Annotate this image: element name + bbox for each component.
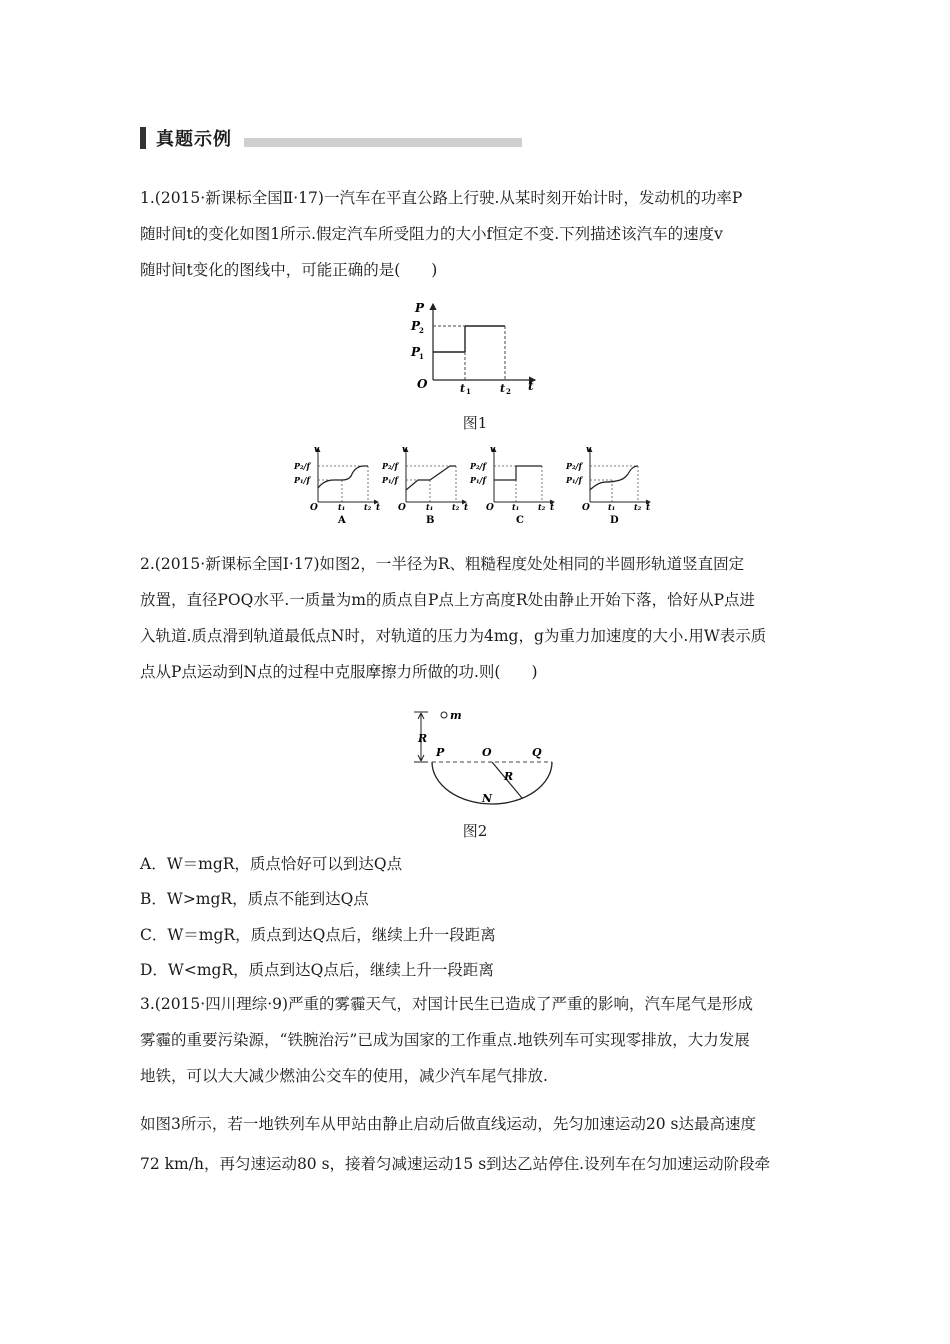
section-title: 真题示例 <box>156 129 232 150</box>
q2-option-d: D．W<mgR，质点到达Q点后，继续上升一段距离 <box>140 961 494 979</box>
figure-2-semicircle-track <box>410 704 560 810</box>
fig2-label-o: O <box>482 746 492 759</box>
option-graph-d <box>565 445 651 526</box>
q1-line: 随时间t变化的图线中，可能正确的是( ) <box>140 261 438 279</box>
graph-a-letter: A <box>338 515 346 526</box>
q2-option-c: C．W＝mgR，质点到达Q点后，继续上升一段距离 <box>140 926 496 944</box>
q2-option-b: B．W>mgR，质点不能到达Q点 <box>140 890 369 908</box>
graph-c-o: O <box>486 503 494 513</box>
graph-c-t2: t₂ <box>538 502 546 512</box>
figure-2-caption: 图2 <box>462 822 488 840</box>
fig1-label-p1: P <box>411 345 421 359</box>
graph-c-t: t <box>550 503 555 513</box>
graph-d-t: t <box>646 503 651 513</box>
q1-line: 随时间t的变化如图1所示.假定汽车所受阻力的大小f恒定不变.下列描述该汽车的速度v <box>140 225 723 243</box>
graph-a-t: t <box>376 503 381 513</box>
graph-d-p1f: P₁/f <box>566 475 582 485</box>
question-3-text <box>140 986 820 1094</box>
fig1-sub-2: 2 <box>419 326 424 335</box>
graph-d-t1: t₁ <box>608 502 616 512</box>
fig1-sub-1: 1 <box>419 352 424 361</box>
q1-line: 1.(2015·新课标全国Ⅱ·17)一汽车在平直公路上行驶.从某时刻开始计时，发动机的功率P <box>140 189 743 207</box>
graph-d-t2: t₂ <box>634 502 642 512</box>
q3-line: 3.(2015·四川理综·9)严重的雾霾天气，对国计民生已造成了严重的影响，汽车尾气是形成 <box>140 995 754 1013</box>
fig1-label-t2: t <box>500 382 506 395</box>
graph-b-t1: t₁ <box>426 502 434 512</box>
graph-d-letter: D <box>610 515 619 526</box>
graph-b-t2: t₂ <box>452 502 460 512</box>
fig2-label-n: N <box>482 792 493 805</box>
fig1-label-t: t <box>528 379 534 393</box>
q3-line: 72 km/h，再匀速运动80 s，接着匀减速运动15 s到达乙站停住.设列车在匀加速运动阶段牵 <box>140 1155 771 1173</box>
q3-line: 雾霾的重要污染源，“铁腕治污”已成为国家的工作重点.地铁列车可实现零排放，大力发展 <box>140 1031 750 1049</box>
q2-line: 2.(2015·新课标全国Ⅰ·17)如图2，一半径为R、粗糙程度处处相同的半圆形轨道竖直固定 <box>140 555 745 573</box>
question-2-text <box>140 546 820 690</box>
fig1-label-t1: t <box>460 382 466 395</box>
fig1-label-p2: P <box>411 319 421 333</box>
fig2-label-q: Q <box>532 746 542 759</box>
fig2-mass-point <box>441 712 447 718</box>
graph-b-o: O <box>398 503 406 513</box>
graph-b-p1f: P₁/f <box>382 475 398 485</box>
fig1-label-o: O <box>417 377 428 391</box>
graph-b-p2f: P₂/f <box>382 461 398 471</box>
graph-a-p2f: P₂/f <box>294 461 310 471</box>
q3-line: 如图3所示，若一地铁列车从甲站由静止启动后做直线运动，先匀加速运动20 s达最高速度 <box>140 1115 756 1133</box>
fig2-label-m: m <box>450 709 462 722</box>
option-graph-c <box>469 445 555 526</box>
graph-b-v: v <box>402 445 408 455</box>
graph-c-p1f: P₁/f <box>470 475 486 485</box>
graph-b-letter: B <box>426 515 435 526</box>
heading-bar <box>140 127 146 149</box>
graph-a-t2: t₂ <box>364 502 372 512</box>
section-heading <box>140 126 522 150</box>
graph-c-letter: C <box>516 515 524 526</box>
q2-line: 入轨道.质点滑到轨道最低点N时，对轨道的压力为4mg，g为重力加速度的大小.用W表示质 <box>140 627 767 645</box>
q3-line: 地铁，可以大大减少燃油公交车的使用，减少汽车尾气排放. <box>140 1067 548 1085</box>
graph-d-p2f: P₂/f <box>566 461 582 471</box>
graph-a-p1f: P₁/f <box>294 475 310 485</box>
graph-b-t: t <box>464 503 469 513</box>
q2-line: 点从P点运动到N点的过程中克服摩擦力所做的功.则( ) <box>140 663 538 681</box>
fig1-sub-t1: 1 <box>466 387 471 396</box>
graph-d-v: v <box>586 445 592 455</box>
graph-a-v: v <box>314 445 320 455</box>
graph-c-v: v <box>490 445 496 455</box>
q2-line: 放置，直径POQ水平.一质量为m的质点自P点上方高度R处由静止开始下落，恰好从P点进 <box>140 591 755 609</box>
figure-1-power-time-graph <box>405 296 545 396</box>
figure-1-caption: 图1 <box>462 414 488 432</box>
fig1-label-p: P <box>415 301 425 315</box>
graph-c-p2f: P₂/f <box>470 461 486 471</box>
fig2-label-p: P <box>436 746 445 759</box>
question-1-text <box>140 180 820 288</box>
option-graph-b <box>381 445 469 526</box>
fig2-label-r-height: R <box>418 732 428 745</box>
graph-c-t1: t₁ <box>512 502 520 512</box>
heading-rule <box>244 138 522 147</box>
q2-option-a: A．W＝mgR，质点恰好可以到达Q点 <box>140 855 403 873</box>
graph-a-o: O <box>310 503 318 513</box>
fig1-sub-t2: 2 <box>506 387 511 396</box>
graph-d-o: O <box>582 503 590 513</box>
question-3-text-continued <box>140 1106 820 1182</box>
option-graph-a <box>294 445 381 526</box>
fig2-label-r-radius: R <box>504 770 514 783</box>
option-graphs-velocity <box>294 444 656 528</box>
graph-a-t1: t₁ <box>338 502 346 512</box>
